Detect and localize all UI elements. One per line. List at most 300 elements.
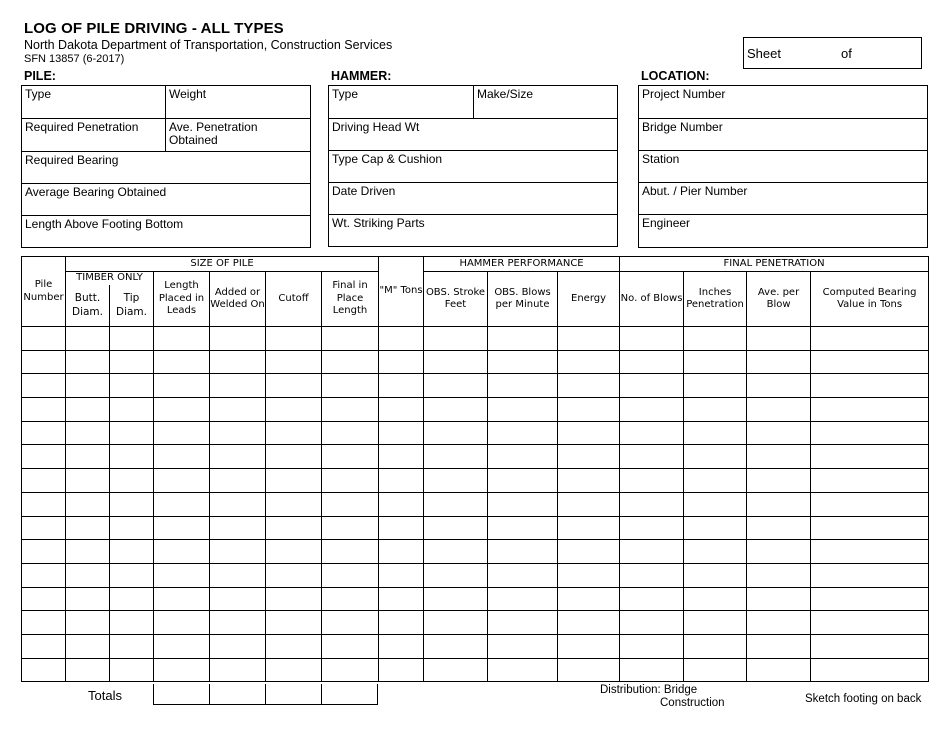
table-cell[interactable]	[210, 469, 266, 493]
table-cell[interactable]	[747, 634, 811, 658]
table-cell[interactable]	[379, 540, 424, 564]
driving-head-label: Driving Head Wt	[332, 120, 420, 134]
table-cell[interactable]	[154, 492, 210, 516]
table-cell[interactable]	[66, 634, 110, 658]
table-cell[interactable]	[210, 634, 266, 658]
table-cell[interactable]	[558, 658, 620, 682]
location-heading: LOCATION:	[641, 69, 710, 83]
date-driven-field[interactable]	[328, 182, 618, 215]
table-cell[interactable]	[424, 398, 488, 422]
table-cell[interactable]	[488, 398, 558, 422]
table-cell[interactable]	[22, 374, 66, 398]
table-cell[interactable]	[558, 563, 620, 587]
total-added-welded[interactable]	[209, 684, 266, 705]
table-cell[interactable]	[811, 492, 929, 516]
table-cell[interactable]	[684, 350, 747, 374]
table-cell[interactable]	[154, 587, 210, 611]
bridge-number-label: Bridge Number	[642, 120, 723, 134]
group-hammer-performance: HAMMER PERFORMANCE	[424, 257, 620, 272]
table-cell[interactable]	[154, 445, 210, 469]
table-cell[interactable]	[210, 421, 266, 445]
table-cell[interactable]	[558, 611, 620, 635]
table-cell[interactable]	[747, 469, 811, 493]
table-cell[interactable]	[154, 563, 210, 587]
of-label: of	[841, 46, 852, 61]
table-cell[interactable]	[266, 350, 322, 374]
table-cell[interactable]	[684, 492, 747, 516]
table-cell[interactable]	[620, 421, 684, 445]
table-cell[interactable]	[424, 327, 488, 351]
table-cell[interactable]	[266, 327, 322, 351]
table-cell[interactable]	[66, 421, 110, 445]
table-cell[interactable]	[110, 327, 154, 351]
table-cell[interactable]	[620, 563, 684, 587]
table-cell[interactable]	[66, 540, 110, 564]
table-cell[interactable]	[684, 398, 747, 422]
table-cell[interactable]	[110, 563, 154, 587]
station-field[interactable]	[638, 150, 928, 183]
table-cell[interactable]	[210, 587, 266, 611]
table-cell[interactable]	[66, 611, 110, 635]
table-cell[interactable]	[747, 516, 811, 540]
table-cell[interactable]	[558, 587, 620, 611]
table-cell[interactable]	[684, 374, 747, 398]
table-cell[interactable]	[620, 327, 684, 351]
table-cell[interactable]	[811, 350, 929, 374]
col-length-leads: Length Placed in Leads	[154, 272, 210, 327]
table-cell[interactable]	[684, 587, 747, 611]
table-cell[interactable]	[266, 398, 322, 422]
required-penetration-label: Required Penetration	[25, 120, 139, 134]
table-cell[interactable]	[154, 421, 210, 445]
hammer-heading: HAMMER:	[331, 69, 392, 83]
table-cell[interactable]	[558, 445, 620, 469]
table-cell[interactable]	[22, 516, 66, 540]
table-cell[interactable]	[620, 587, 684, 611]
table-cell[interactable]	[811, 611, 929, 635]
date-driven-label: Date Driven	[332, 184, 396, 198]
table-row	[22, 611, 929, 635]
type-cap-field[interactable]	[328, 150, 618, 183]
table-cell[interactable]	[684, 469, 747, 493]
table-cell[interactable]	[322, 350, 379, 374]
required-bearing-field[interactable]	[21, 151, 311, 184]
table-cell[interactable]	[22, 445, 66, 469]
table-cell[interactable]	[154, 516, 210, 540]
table-cell[interactable]	[322, 374, 379, 398]
table-cell[interactable]	[424, 634, 488, 658]
table-cell[interactable]	[684, 445, 747, 469]
table-cell[interactable]	[811, 445, 929, 469]
table-cell[interactable]	[558, 374, 620, 398]
table-cell[interactable]	[558, 421, 620, 445]
form-title: LOG OF PILE DRIVING - ALL TYPES	[24, 20, 284, 37]
table-cell[interactable]	[266, 540, 322, 564]
table-cell[interactable]	[620, 445, 684, 469]
table-cell[interactable]	[811, 421, 929, 445]
driving-head-field[interactable]	[328, 118, 618, 151]
table-cell[interactable]	[379, 563, 424, 587]
total-length-leads[interactable]	[153, 684, 210, 705]
table-row	[22, 327, 929, 351]
hammer-type-label: Type	[332, 87, 359, 101]
table-cell[interactable]	[811, 658, 929, 682]
table-cell[interactable]	[379, 327, 424, 351]
table-cell[interactable]	[210, 374, 266, 398]
engineer-label: Engineer	[642, 216, 691, 230]
table-cell[interactable]	[66, 516, 110, 540]
table-cell[interactable]	[558, 398, 620, 422]
col-obs-blows: OBS. Blows per Minute	[488, 272, 558, 327]
table-cell[interactable]	[266, 516, 322, 540]
col-butt-diam: Butt. Diam.	[66, 285, 110, 327]
table-cell[interactable]	[266, 445, 322, 469]
table-cell[interactable]	[322, 611, 379, 635]
table-cell[interactable]	[22, 563, 66, 587]
table-cell[interactable]	[266, 563, 322, 587]
table-cell[interactable]	[66, 350, 110, 374]
table-cell[interactable]	[558, 327, 620, 351]
table-cell[interactable]	[747, 658, 811, 682]
table-cell[interactable]	[811, 469, 929, 493]
table-cell[interactable]	[66, 563, 110, 587]
table-cell[interactable]	[379, 398, 424, 422]
table-cell[interactable]	[424, 563, 488, 587]
sheet-label: Sheet	[747, 46, 781, 61]
table-cell[interactable]	[684, 327, 747, 351]
table-cell[interactable]	[558, 350, 620, 374]
table-cell[interactable]	[110, 658, 154, 682]
table-cell[interactable]	[110, 350, 154, 374]
table-cell[interactable]	[110, 634, 154, 658]
table-cell[interactable]	[22, 492, 66, 516]
table-cell[interactable]	[811, 563, 929, 587]
col-inches-penetration: Inches Penetration	[684, 272, 747, 327]
table-cell[interactable]	[424, 540, 488, 564]
table-cell[interactable]	[322, 327, 379, 351]
table-cell[interactable]	[747, 327, 811, 351]
table-cell[interactable]	[488, 469, 558, 493]
make-size-field[interactable]	[473, 85, 618, 119]
table-cell[interactable]	[322, 563, 379, 587]
table-cell[interactable]	[210, 492, 266, 516]
table-cell[interactable]	[747, 563, 811, 587]
table-cell[interactable]	[424, 469, 488, 493]
table-cell[interactable]	[266, 634, 322, 658]
table-cell[interactable]	[22, 327, 66, 351]
col-cutoff: Cutoff	[266, 272, 322, 327]
table-cell[interactable]	[620, 634, 684, 658]
total-cutoff[interactable]	[265, 684, 322, 705]
table-cell[interactable]	[488, 421, 558, 445]
abut-pier-field[interactable]	[638, 182, 928, 215]
table-cell[interactable]	[210, 563, 266, 587]
table-cell[interactable]	[154, 350, 210, 374]
table-cell[interactable]	[66, 374, 110, 398]
table-cell[interactable]	[110, 611, 154, 635]
table-cell[interactable]	[379, 611, 424, 635]
table-cell[interactable]	[558, 492, 620, 516]
table-cell[interactable]	[22, 540, 66, 564]
table-cell[interactable]	[322, 445, 379, 469]
group-timber-only: TIMBER ONLY	[66, 272, 154, 286]
table-row	[22, 398, 929, 422]
table-cell[interactable]	[424, 421, 488, 445]
table-cell[interactable]	[322, 587, 379, 611]
table-cell[interactable]	[266, 374, 322, 398]
location-section	[638, 85, 928, 248]
table-cell[interactable]	[620, 469, 684, 493]
table-cell[interactable]	[379, 350, 424, 374]
table-cell[interactable]	[747, 398, 811, 422]
table-cell[interactable]	[110, 445, 154, 469]
table-cell[interactable]	[488, 634, 558, 658]
table-cell[interactable]	[684, 516, 747, 540]
ave-penetration-field[interactable]	[165, 118, 311, 152]
table-row	[22, 374, 929, 398]
table-row	[22, 492, 929, 516]
sheet-number-field[interactable]	[743, 37, 922, 69]
table-cell[interactable]	[154, 327, 210, 351]
table-cell[interactable]	[379, 421, 424, 445]
table-cell[interactable]	[210, 611, 266, 635]
table-cell[interactable]	[66, 587, 110, 611]
table-row	[22, 658, 929, 682]
table-cell[interactable]	[379, 445, 424, 469]
table-cell[interactable]	[322, 658, 379, 682]
table-cell[interactable]	[684, 540, 747, 564]
table-cell[interactable]	[488, 658, 558, 682]
table-cell[interactable]	[154, 374, 210, 398]
table-cell[interactable]	[66, 658, 110, 682]
table-cell[interactable]	[322, 540, 379, 564]
table-cell[interactable]	[154, 611, 210, 635]
table-cell[interactable]	[488, 540, 558, 564]
table-cell[interactable]	[110, 587, 154, 611]
table-cell[interactable]	[379, 658, 424, 682]
table-cell[interactable]	[424, 445, 488, 469]
table-cell[interactable]	[379, 469, 424, 493]
table-cell[interactable]	[747, 421, 811, 445]
table-cell[interactable]	[110, 516, 154, 540]
table-cell[interactable]	[747, 587, 811, 611]
table-cell[interactable]	[110, 492, 154, 516]
abut-pier-label: Abut. / Pier Number	[642, 184, 748, 198]
table-cell[interactable]	[747, 445, 811, 469]
table-cell[interactable]	[684, 421, 747, 445]
table-cell[interactable]	[266, 611, 322, 635]
table-cell[interactable]	[22, 350, 66, 374]
col-computed-bearing: Computed Bearing Value in Tons	[811, 272, 929, 327]
table-cell[interactable]	[22, 611, 66, 635]
table-cell[interactable]	[210, 327, 266, 351]
table-cell[interactable]	[747, 350, 811, 374]
table-cell[interactable]	[110, 374, 154, 398]
table-cell[interactable]	[266, 658, 322, 682]
table-cell[interactable]	[488, 445, 558, 469]
table-cell[interactable]	[424, 492, 488, 516]
table-cell[interactable]	[110, 469, 154, 493]
average-bearing-field[interactable]	[21, 183, 311, 216]
required-penetration-field[interactable]	[21, 118, 166, 152]
table-cell[interactable]	[154, 658, 210, 682]
table-cell[interactable]	[154, 398, 210, 422]
table-cell[interactable]	[424, 658, 488, 682]
group-size-of-pile: SIZE OF PILE	[66, 257, 379, 272]
table-cell[interactable]	[266, 421, 322, 445]
pile-type-label: Type	[25, 87, 52, 101]
table-cell[interactable]	[210, 398, 266, 422]
table-cell[interactable]	[379, 492, 424, 516]
table-cell[interactable]	[747, 540, 811, 564]
table-row	[22, 516, 929, 540]
distribution-text-2: Construction	[660, 697, 725, 709]
pile-heading: PILE:	[24, 69, 56, 83]
table-cell[interactable]	[210, 516, 266, 540]
table-cell[interactable]	[322, 398, 379, 422]
totals-row	[153, 684, 378, 705]
hammer-section	[328, 85, 618, 230]
table-cell[interactable]	[684, 611, 747, 635]
table-cell[interactable]	[747, 611, 811, 635]
table-cell[interactable]	[22, 398, 66, 422]
table-cell[interactable]	[210, 540, 266, 564]
wt-striking-field[interactable]	[328, 214, 618, 247]
pile-section	[21, 85, 311, 248]
table-cell[interactable]	[379, 516, 424, 540]
table-cell[interactable]	[488, 350, 558, 374]
table-cell[interactable]	[620, 374, 684, 398]
table-cell[interactable]	[110, 421, 154, 445]
table-cell[interactable]	[684, 658, 747, 682]
table-cell[interactable]	[488, 563, 558, 587]
department-name: North Dakota Department of Transportation, Construction Services	[24, 38, 393, 52]
station-label: Station	[642, 152, 680, 166]
type-cap-label: Type Cap & Cushion	[332, 152, 443, 166]
wt-striking-label: Wt. Striking Parts	[332, 216, 425, 230]
table-cell[interactable]	[66, 445, 110, 469]
table-cell[interactable]	[22, 634, 66, 658]
col-no-blows: No. of Blows	[620, 272, 684, 327]
table-cell[interactable]	[22, 587, 66, 611]
table-cell[interactable]	[66, 398, 110, 422]
table-cell[interactable]	[488, 492, 558, 516]
total-final-length[interactable]	[321, 684, 378, 705]
table-cell[interactable]	[811, 540, 929, 564]
table-row	[22, 563, 929, 587]
table-cell[interactable]	[620, 658, 684, 682]
table-cell[interactable]	[620, 516, 684, 540]
table-cell[interactable]	[322, 492, 379, 516]
table-cell[interactable]	[424, 611, 488, 635]
table-cell[interactable]	[684, 563, 747, 587]
table-cell[interactable]	[558, 516, 620, 540]
table-cell[interactable]	[379, 634, 424, 658]
table-cell[interactable]	[558, 469, 620, 493]
table-cell[interactable]	[266, 587, 322, 611]
form-number: SFN 13857 (6-2017)	[24, 53, 125, 65]
table-cell[interactable]	[66, 469, 110, 493]
table-cell[interactable]	[488, 327, 558, 351]
table-cell[interactable]	[66, 327, 110, 351]
ave-penetration-label: Ave. Penetration Obtained	[169, 120, 258, 148]
table-cell[interactable]	[620, 398, 684, 422]
table-cell[interactable]	[811, 634, 929, 658]
table-cell[interactable]	[210, 350, 266, 374]
col-tip-diam: Tip Diam.	[110, 285, 154, 327]
table-cell[interactable]	[322, 516, 379, 540]
group-final-penetration: FINAL PENETRATION	[620, 257, 929, 272]
table-cell[interactable]	[154, 634, 210, 658]
table-cell[interactable]	[811, 374, 929, 398]
table-cell[interactable]	[811, 516, 929, 540]
table-cell[interactable]	[558, 634, 620, 658]
table-cell[interactable]	[322, 634, 379, 658]
pile-weight-field[interactable]	[165, 85, 311, 119]
table-cell[interactable]	[424, 516, 488, 540]
table-cell[interactable]	[110, 540, 154, 564]
table-cell[interactable]	[22, 421, 66, 445]
col-final-length: Final in Place Length	[322, 272, 379, 327]
required-bearing-label: Required Bearing	[25, 153, 119, 167]
bridge-number-field[interactable]	[638, 118, 928, 151]
length-above-field[interactable]	[21, 215, 311, 248]
sketch-note: Sketch footing on back	[805, 693, 922, 705]
table-cell[interactable]	[210, 658, 266, 682]
table-cell[interactable]	[110, 398, 154, 422]
table-cell[interactable]	[424, 587, 488, 611]
col-m-tons: "M" Tons	[379, 257, 424, 327]
hammer-type-field[interactable]	[328, 85, 474, 119]
table-cell[interactable]	[22, 469, 66, 493]
table-cell[interactable]	[424, 350, 488, 374]
col-obs-stroke: OBS. Stroke Feet	[424, 272, 488, 327]
table-cell[interactable]	[488, 611, 558, 635]
table-cell[interactable]	[747, 374, 811, 398]
project-number-label: Project Number	[642, 87, 726, 101]
table-cell[interactable]	[811, 587, 929, 611]
table-cell[interactable]	[379, 374, 424, 398]
table-cell[interactable]	[424, 374, 488, 398]
pile-type-field[interactable]	[21, 85, 166, 119]
table-cell[interactable]	[210, 445, 266, 469]
table-cell[interactable]	[322, 469, 379, 493]
table-cell[interactable]	[154, 540, 210, 564]
table-cell[interactable]	[811, 327, 929, 351]
table-cell[interactable]	[154, 469, 210, 493]
table-cell[interactable]	[747, 492, 811, 516]
table-row	[22, 445, 929, 469]
table-cell[interactable]	[488, 374, 558, 398]
table-cell[interactable]	[266, 469, 322, 493]
table-cell[interactable]	[322, 421, 379, 445]
table-cell[interactable]	[811, 398, 929, 422]
table-cell[interactable]	[379, 587, 424, 611]
table-cell[interactable]	[488, 587, 558, 611]
table-cell[interactable]	[488, 516, 558, 540]
engineer-field[interactable]	[638, 214, 928, 248]
table-cell[interactable]	[620, 492, 684, 516]
table-cell[interactable]	[620, 611, 684, 635]
table-cell[interactable]	[684, 634, 747, 658]
table-cell[interactable]	[22, 658, 66, 682]
table-cell[interactable]	[558, 540, 620, 564]
table-cell[interactable]	[620, 350, 684, 374]
table-cell[interactable]	[620, 540, 684, 564]
table-cell[interactable]	[66, 492, 110, 516]
table-cell[interactable]	[266, 492, 322, 516]
project-number-field[interactable]	[638, 85, 928, 119]
